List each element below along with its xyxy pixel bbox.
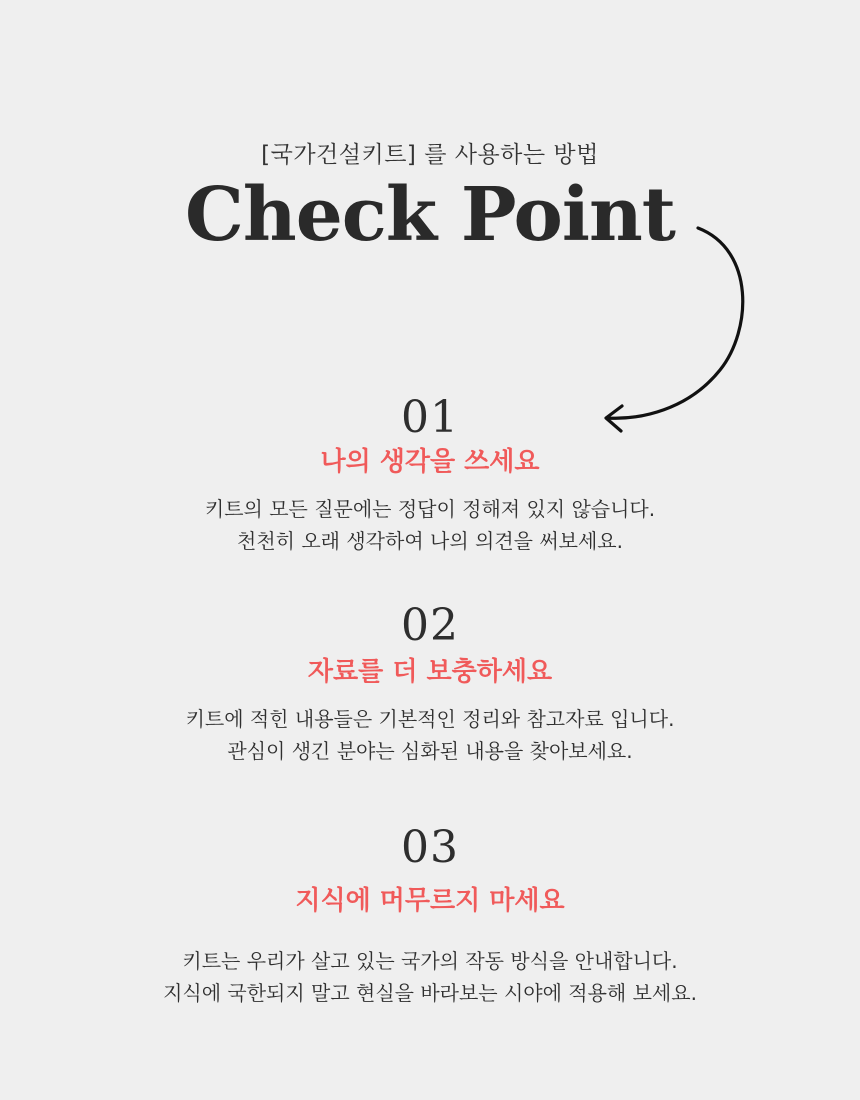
point-heading: 나의 생각을 쓰세요	[320, 447, 540, 477]
point-description	[0, 703, 860, 767]
description-line: 지식에 국한되지 말고 현실을 바라보는 시야에 적용해 보세요.	[163, 981, 697, 1005]
point-description	[0, 945, 860, 1009]
page-subtitle: [국가건설키트] 를 사용하는 방법	[261, 142, 599, 168]
description-line: 키트에 적힌 내용들은 기본적인 정리와 참고자료 입니다.	[185, 707, 675, 731]
point-heading: 지식에 머무르지 마세요	[295, 886, 565, 916]
point-number: 02	[401, 600, 459, 651]
point-number: 01	[401, 392, 459, 443]
point-heading: 자료를 더 보충하세요	[307, 657, 553, 687]
description-line: 천천히 오래 생각하여 나의 의견을 써보세요.	[237, 529, 623, 553]
description-line: 키트는 우리가 살고 있는 국가의 작동 방식을 안내합니다.	[182, 949, 678, 973]
description-line: 관심이 생긴 분야는 심화된 내용을 찾아보세요.	[227, 739, 633, 763]
page-title: Check Point	[185, 172, 675, 258]
description-line: 키트의 모든 질문에는 정답이 정해져 있지 않습니다.	[204, 497, 656, 521]
point-number: 03	[401, 822, 459, 873]
point-description	[0, 493, 860, 557]
